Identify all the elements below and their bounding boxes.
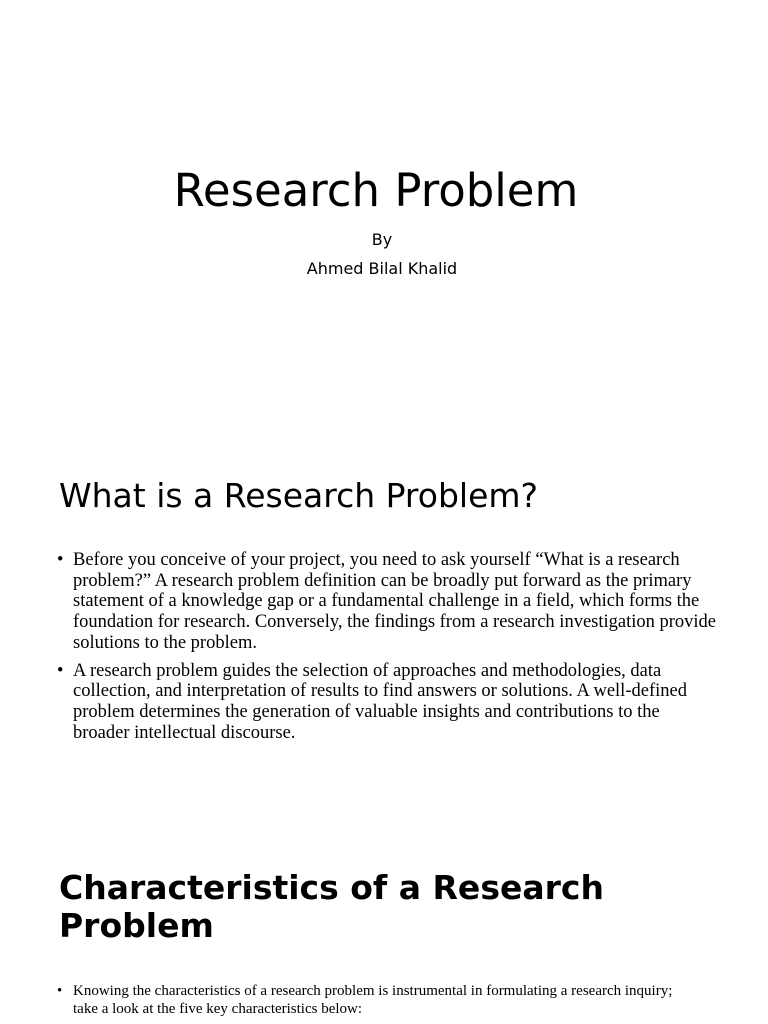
presentation-title: Research Problem — [173, 164, 579, 217]
bullet-item — [57, 983, 697, 1018]
author-name: Ahmed Bilal Khalid — [306, 259, 458, 278]
slide-heading: What is a Research Problem? — [59, 476, 539, 515]
bullet-icon: • — [57, 983, 63, 999]
bullet-text: Before you conceive of your project, you need to ask yourself “What is a research problem?” A research problem definition can be broadly put forward as the primary statement of a knowledge gap or a fundamental challenge in a field, which forms the foundation for research. Conversely, the findings from a research investigation provide solutions to the problem. — [73, 550, 717, 653]
byline-label: By — [371, 230, 393, 249]
bullet-list — [57, 983, 697, 1018]
bullet-icon: • — [57, 550, 64, 570]
bullet-text: Knowing the characteristics of a research problem is instrumental in formulating a research inquiry; take a look at the five key characteristics below: — [73, 983, 673, 1017]
bullet-list — [57, 550, 717, 750]
bullet-item — [57, 550, 717, 654]
bullet-item — [57, 661, 717, 744]
bullet-text: A research problem guides the selection of approaches and methodologies, data collection, and interpretation of results to find answers or solutions. A well-defined problem determines the generation of valuable insights and contributions to the broader intellectual discourse. — [73, 660, 687, 743]
slide-heading: Characteristics of a Research Problem — [59, 868, 604, 945]
bullet-icon: • — [57, 660, 64, 681]
